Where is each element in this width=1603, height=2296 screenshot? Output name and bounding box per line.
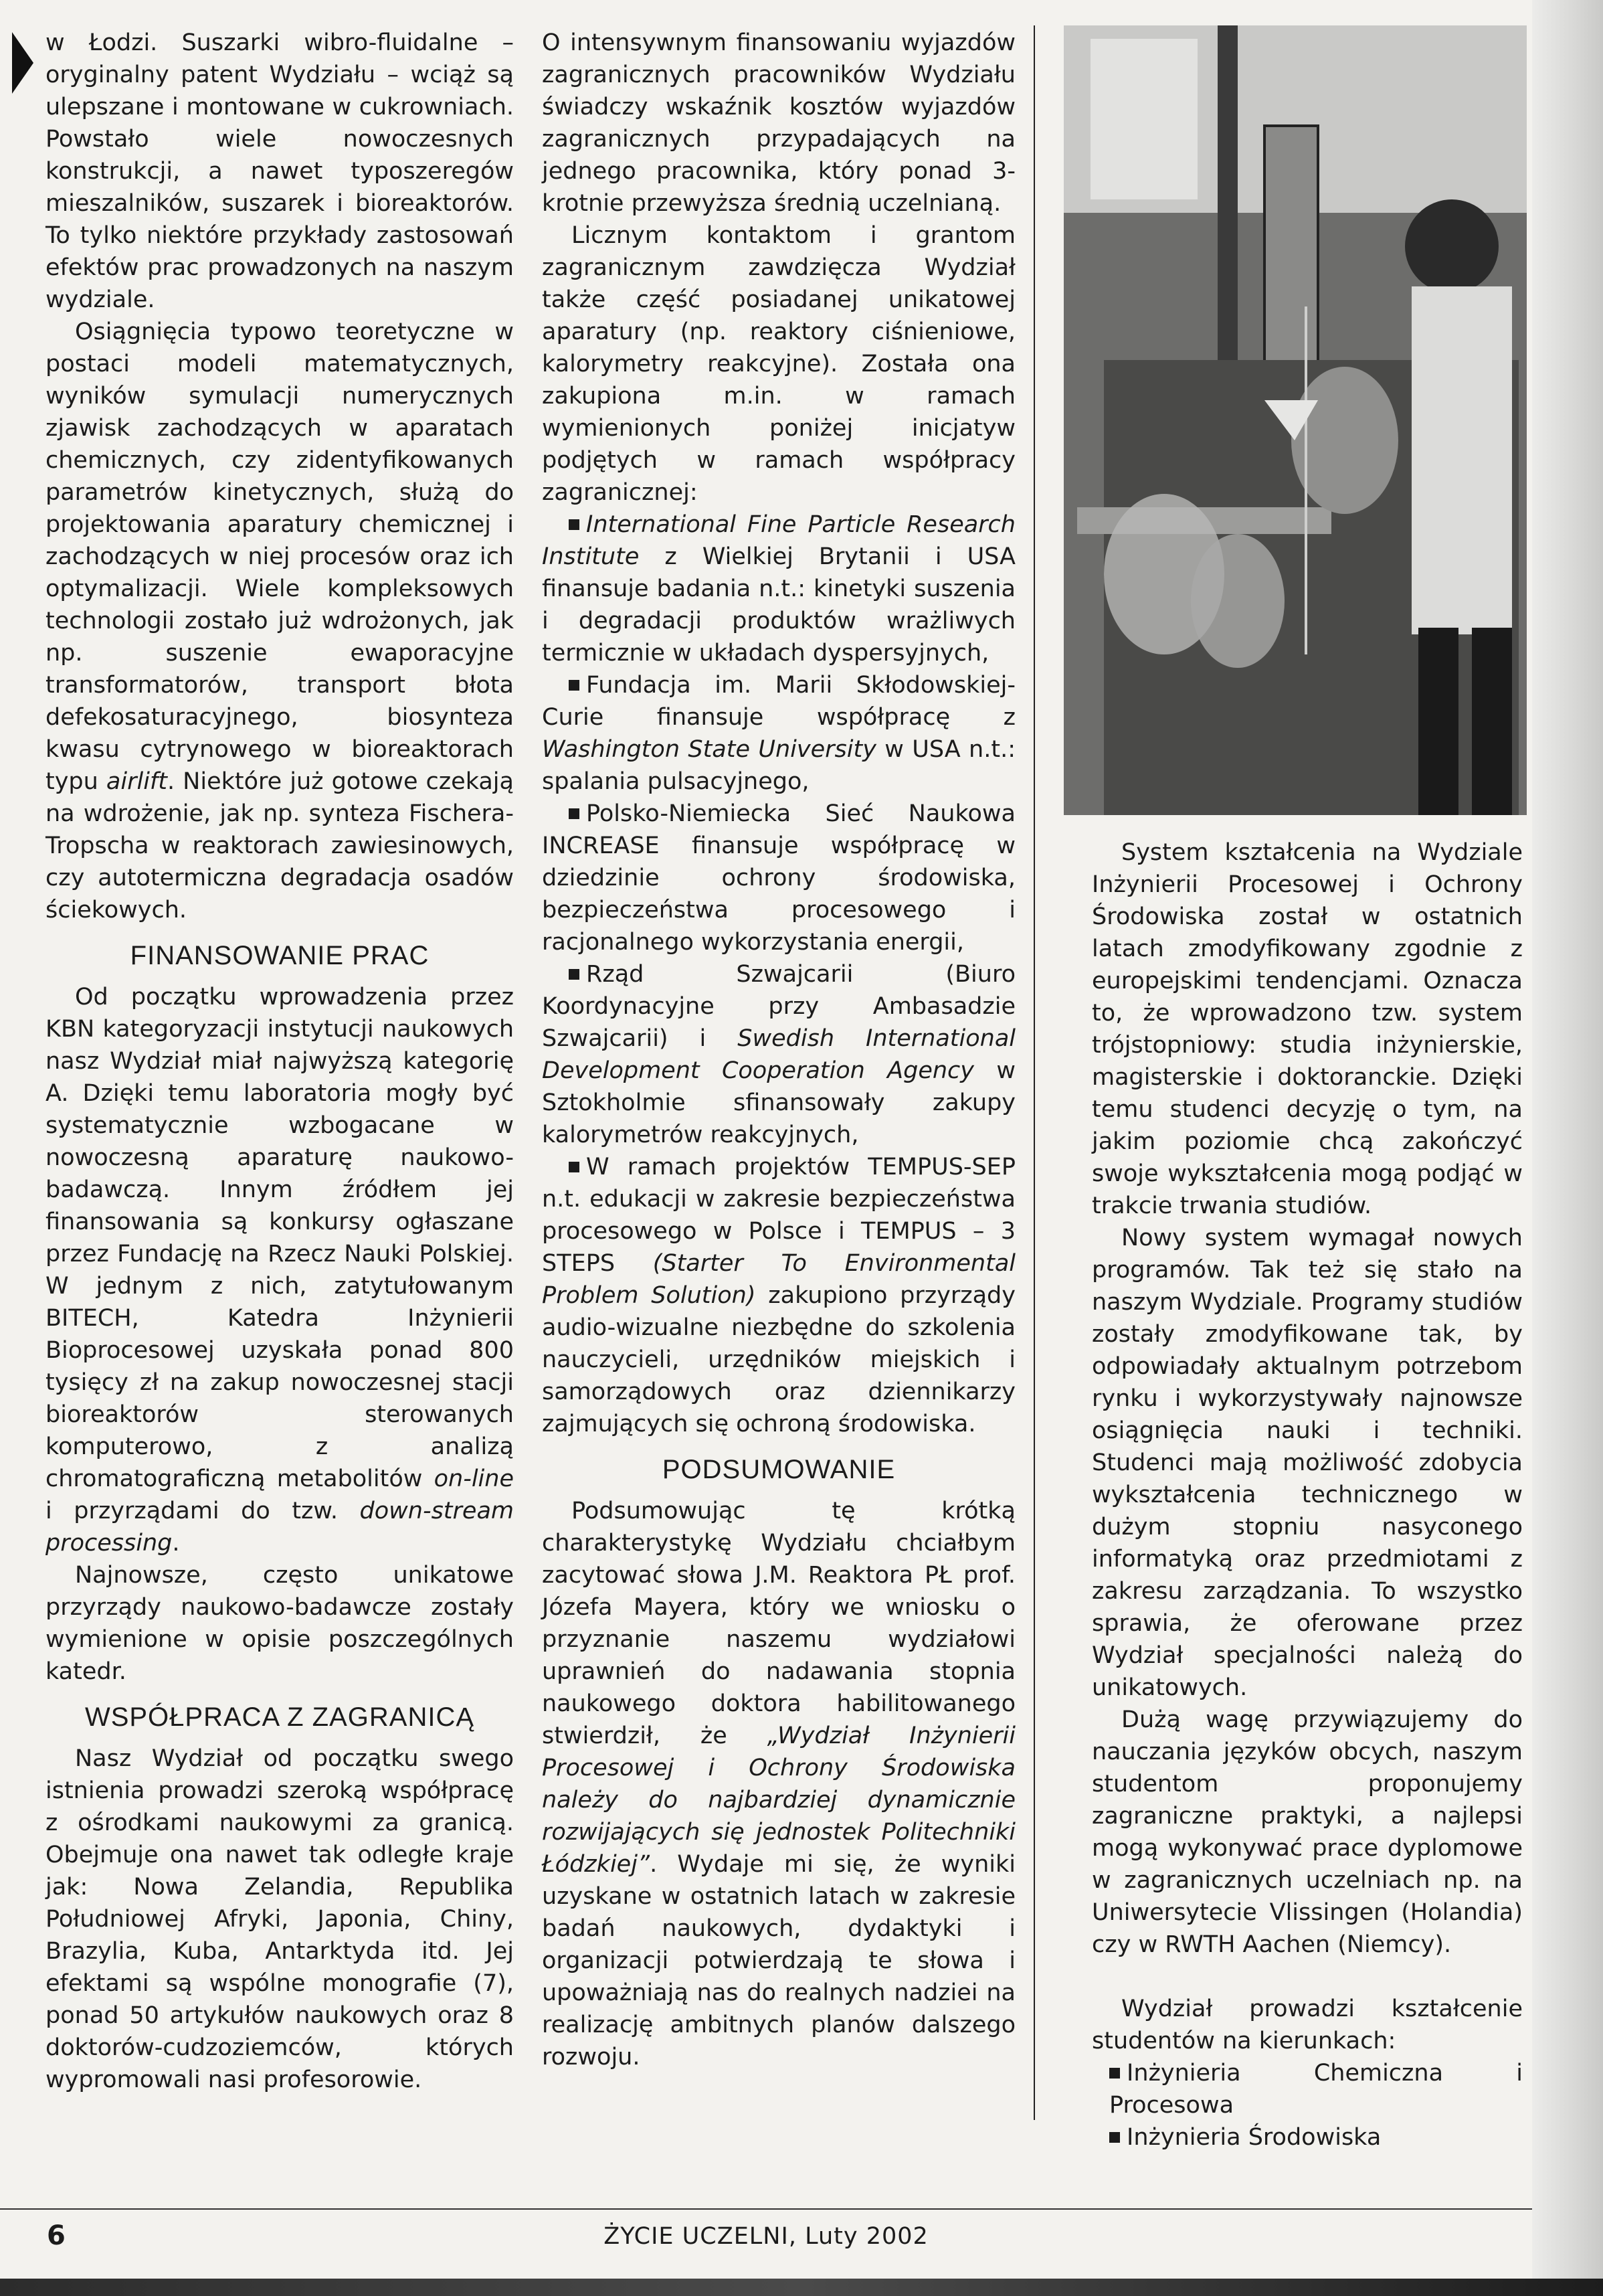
footer-title: ŻYCIE UCZELNI, Luty 2002 [603, 2223, 929, 2250]
paragraph: Licznym kontaktom i grantom zagranicznym zawdzięcza Wydział także część posiadanej unikatowej aparatury (np. reaktory ciśnieniowe, kalorymetry reakcyjne). Została ona zakupiona m.in. w ramach wymienionych poniżej inicjatyw podjętych w ramach współpracy zagranicznej: [542, 222, 1016, 506]
paragraph: Nowy system wymagał nowych programów. Tak też się stało na naszym Wydziale. Programy studiów zostały zmodyfikowane tak, by odpowiadały aktualnym potrzebom rynku i wykorzystywały najnowsze osiągnięcia nauki i techniki. Studenci mają możliwość zdobycia wykształcenia technicznego w dużym stopniu nasyconego informatyką oraz przedmiotami z zakresu zarządzania. To wszystko sprawia, że oferowane przez Wydział specjalności należą do unikatowych. [1092, 1225, 1523, 1701]
page-edge-shadow [1532, 0, 1603, 2296]
bullet-item: W ramach projektów TEMPUS-SEP n.t. edukacji w zakresie bezpieczeństwa procesowego w Polsce i TEMPUS – 3 STEPS (Starter To Environmental Problem Solution) zakupiono przyrządy audio-wizualne niezbędne do szkolenia nauczycieli, urzędników miejskich i samorządowych oraz dziennikarzy zajmujących się ochroną środowiska. [542, 1154, 1016, 1437]
column-1 [45, 27, 514, 2096]
paragraph: System kształcenia na Wydziale Inżynierii Procesowej i Ochrony Środowiska został w ostatnich latach zmodyfikowany zgodnie z europejskimi tendencjami. Oznacza to, że wprowadzono tzw. system trójstopniowy: studia inżynierskie, magisterskie i doktoranckie. Dzięki temu studenci decyzję o tym, na jakim poziomie chcą zakończyć swoje wykształcenia mogą podjąć w trakcie trwania studiów. [1092, 839, 1523, 1219]
bullet-item: Polsko-Niemiecka Sieć Naukowa INCREASE finansuje współpracę w dziedzinie ochrony środowiska, bezpieczeństwa procesowego i racjonalnego wykorzystania energii, [542, 800, 1016, 956]
list-item: Inżynieria Środowiska [1092, 2121, 1523, 2153]
scan-edge [0, 2279, 1603, 2296]
column-3 [1092, 836, 1523, 2153]
paragraph: Od początku wprowadzenia przez KBN kategoryzacji instytucji naukowych nasz Wydział miał najwyższą kategorię A. Dzięki temu laboratoria mogły być systematycznie wzbogacane w nowoczesną aparaturę naukowo-badawczą. Innym źródłem jej finansowania są konkursy ogłaszane przez Fundację na Rzecz Nauki Polskiej. W jednym z nich, zatytułowanym BITECH, Katedra Inżynierii Bioprocesowej uzyskała ponad 800 tysięcy zł na zakup nowoczesnej stacji bioreaktorów sterowanych komputerowo, z analizą chromatograficzną metabolitów on-line i przyrządami do tzw. down-stream processing. [45, 984, 514, 1557]
bullet-square-icon [569, 680, 579, 691]
paragraph: Dużą wagę przywiązujemy do nauczania języków obcych, naszym studentom proponujemy zagraniczne praktyki, a najlepsi mogą wykonywać prace dyplomowe w zagranicznych uczelniach np. na Uniwersytecie Vlissingen (Holandia) czy w RWTH Aachen (Niemcy). [1092, 1706, 1523, 1958]
continuation-arrow-icon [12, 32, 33, 94]
bullet-square-icon [569, 808, 579, 819]
bullet-square-icon [1109, 2068, 1120, 2079]
paragraph: Osiągnięcia typowo teoretyczne w postaci modeli matematycznych, wyników symulacji numerycznych zjawisk zachodzących w aparatach chemicznych, czy zidentyfikowanych parametrów kinetycznych, służą do projektowania aparatury chemicznej i zachodzących w niej procesów oraz ich optymalizacji. Wiele kompleksowych technologii zostało już wdrożonych, jak np. suszenie ewaporacyjne transformatorów, transport błota defekosaturacyjnego, biosynteza kwasu cytrynowego w bioreaktorach typu airlift. Niektóre już gotowe czekają na wdrożenie, jak np. synteza Fischera-Tropscha w reaktorach zawiesinowych, czy autotermiczna degradacja osadów ściekowych. [45, 319, 514, 923]
bullet-square-icon [1109, 2132, 1120, 2143]
laboratory-photo [1064, 25, 1527, 815]
paragraph: w Łodzi. Suszarki wibro-fluidalne – oryginalny patent Wydziału – wciąż są ulepszane i montowane w cukrowniach. Powstało wiele nowoczesnych konstrukcji, a nawet typoszeregów mieszalników, suszarek i bioreaktorów. To tylko niektóre przykłady zastosowań efektów prac prowadzonych na naszym wydziale. [45, 29, 514, 313]
bullet-square-icon [569, 1162, 579, 1172]
section-heading-cooperation: WSPÓŁPRACA Z ZAGRANICĄ [84, 1702, 475, 1732]
bullet-item: Fundacja im. Marii Skłodowskiej-Curie finansuje współpracę z Washington State University w USA n.t.: spalania pulsacyjnego, [542, 672, 1016, 795]
footer-rule [0, 2208, 1532, 2210]
paragraph: O intensywnym finansowaniu wyjazdów zagranicznych pracowników Wydziału świadczy wskaźnik kosztów wyjazdów zagranicznych przypadających na jednego pracownika, który ponad 3-krotnie przewyższa średnią uczelnianą. [542, 29, 1016, 217]
bullet-item: Rząd Szwajcarii (Biuro Koordynacyjne przy Ambasadzie Szwajcarii) i Swedish International Development Cooperation Agency w Sztokholmie sfinansowały zakupy kalorymetrów reakcyjnych, [542, 961, 1016, 1148]
column-2 [542, 27, 1016, 2073]
paragraph: Najnowsze, często unikatowe przyrządy naukowo-badawcze zostały wymienione w opisie poszczególnych katedr. [45, 1562, 514, 1685]
bullet-item: International Fine Particle Research Institute z Wielkiej Brytanii i USA finansuje badania n.t.: kinetyki suszenia i degradacji produktów wrażliwych termicznie w układach dyspersyjnych, [542, 511, 1016, 667]
section-heading-summary: PODSUMOWANIE [662, 1455, 896, 1484]
section-heading-financing: FINANSOWANIE PRAC [130, 941, 430, 970]
paragraph: Nasz Wydział od początku swego istnienia prowadzi szeroką współpracę z ośrodkami naukowymi za granicą. Obejmuje ona nawet tak odległe kraje jak: Nowa Zelandia, Republika Południowej Afryki, Japonia, Chiny, Brazylia, Kuba, Antarktyda itd. Jej efektami są wspólne monografie (7), ponad 50 artykułów naukowych oraz 8 doktorów-cudzoziemców, których wypromowali nasi profesorowie. [45, 1745, 514, 2093]
bullet-square-icon [569, 969, 579, 980]
list-item: Inżynieria Chemiczna i Procesowa [1109, 2060, 1523, 2119]
paragraph: Wydział prowadzi kształcenie studentów na kierunkach: [1092, 1996, 1523, 2054]
bullet-square-icon [569, 519, 579, 530]
fields-of-study-list [1092, 2057, 1523, 2153]
column-divider [1034, 25, 1035, 2120]
paragraph: Podsumowując tę krótką charakterystykę Wydziału chciałbym zacytować słowa J.M. Reaktora PŁ prof. Józefa Mayera, który we wniosku o przyznanie naszemu wydziałowi uprawnień do nadawania stopnia naukowego doktora habilitowanego stwierdził, że „Wydział Inżynierii Procesowej i Ochrony Środowiska należy do najbardziej dynamicznie rozwijających się jednostek Politechniki Łódzkiej”. Wydaje mi się, że wyniki uzyskane w ostatnich latach w zakresie badań naukowych, dydaktyki i organizacji potwierdzają te słowa i upoważniają nas do realnych nadziei na realizację ambitnych planów dalszego rozwoju. [542, 1498, 1016, 2070]
page-number: 6 [47, 2220, 66, 2251]
